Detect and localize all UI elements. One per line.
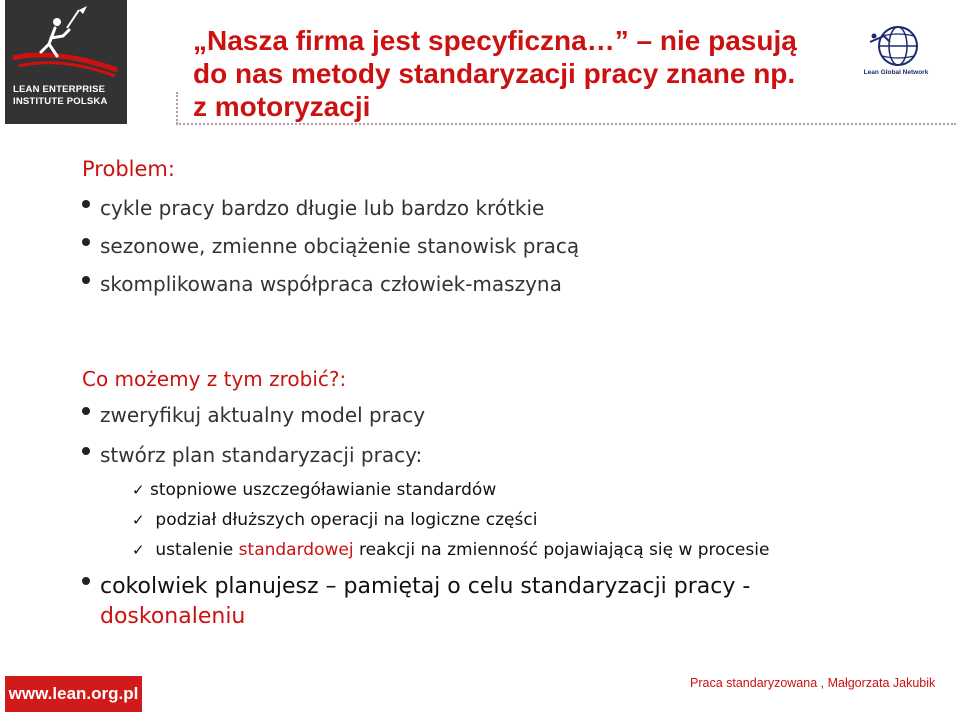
bullet-dot-icon — [82, 407, 90, 415]
sub-item-text: stopniowe uszczegóławianie standardów — [150, 480, 497, 500]
problem-item — [82, 272, 562, 296]
problem-item-text: sezonowe, zmienne obciążenie stanowisk pracą — [100, 234, 580, 258]
checkmark-icon: ✓ — [132, 511, 145, 529]
solution-item — [82, 403, 425, 427]
bullet-dot-icon — [82, 200, 90, 208]
bullet-dot-icon — [82, 276, 90, 284]
bullet-dot-icon — [82, 447, 90, 455]
final-item-line2: doskonaleniu — [100, 604, 246, 629]
sub-item-text-pre: ustalenie — [155, 540, 239, 560]
globe-icon — [860, 22, 932, 70]
logo-right-text: Lean Global Network — [863, 69, 929, 76]
problem-item — [82, 196, 544, 220]
checkmark-icon: ✓ — [132, 481, 145, 499]
sub-item-text-highlight: standardowej — [238, 540, 354, 560]
problem-item-text: skomplikowana współpraca człowiek-maszyna — [100, 272, 562, 296]
solution-item — [82, 443, 422, 467]
solution-heading: Co możemy z tym zrobić?: — [82, 367, 347, 391]
divider-vertical — [176, 92, 178, 124]
slide-title — [193, 24, 833, 123]
divider-horizontal — [176, 123, 956, 125]
title-line-1: „Nasza firma jest specyficzna…” – nie pasują — [193, 25, 797, 56]
sub-item — [132, 480, 496, 500]
bullet-dot-icon — [82, 238, 90, 246]
sub-item-text-post: reakcji na zmienność pojawiającą się w procesie — [353, 540, 770, 560]
runner-icon — [5, 0, 127, 84]
solution-item-text: stwórz plan standaryzacji pracy: — [100, 443, 423, 467]
lean-global-network-logo — [860, 22, 932, 80]
sub-item-text: podział dłuższych operacji na logiczne części — [155, 510, 538, 530]
bullet-dot-icon — [82, 577, 90, 585]
problem-item-text: cykle pracy bardzo długie lub bardzo krótkie — [100, 196, 545, 220]
logo-left-line2: INSTITUTE POLSKA — [13, 96, 108, 107]
checkmark-icon: ✓ — [132, 541, 145, 559]
sub-item — [132, 540, 769, 560]
title-line-3: z motoryzacji — [193, 91, 371, 122]
final-item-line1: cokolwiek planujesz – pamiętaj o celu standaryzacji pracy - — [100, 574, 751, 599]
logo-left-line1: LEAN ENTERPRISE — [13, 84, 106, 95]
title-line-2: do nas metody standaryzacji pracy znane np. — [193, 58, 796, 89]
final-item — [82, 572, 842, 632]
problem-heading: Problem: — [82, 157, 175, 181]
sub-item — [132, 510, 537, 530]
footer-credit: Praca standaryzowana , Małgorzata Jakubik — [690, 676, 936, 690]
problem-item — [82, 234, 579, 258]
lean-enterprise-logo — [5, 0, 127, 124]
solution-item-text: zweryfikuj aktualny model pracy — [100, 403, 426, 427]
footer-website: www.lean.org.pl — [5, 676, 142, 712]
